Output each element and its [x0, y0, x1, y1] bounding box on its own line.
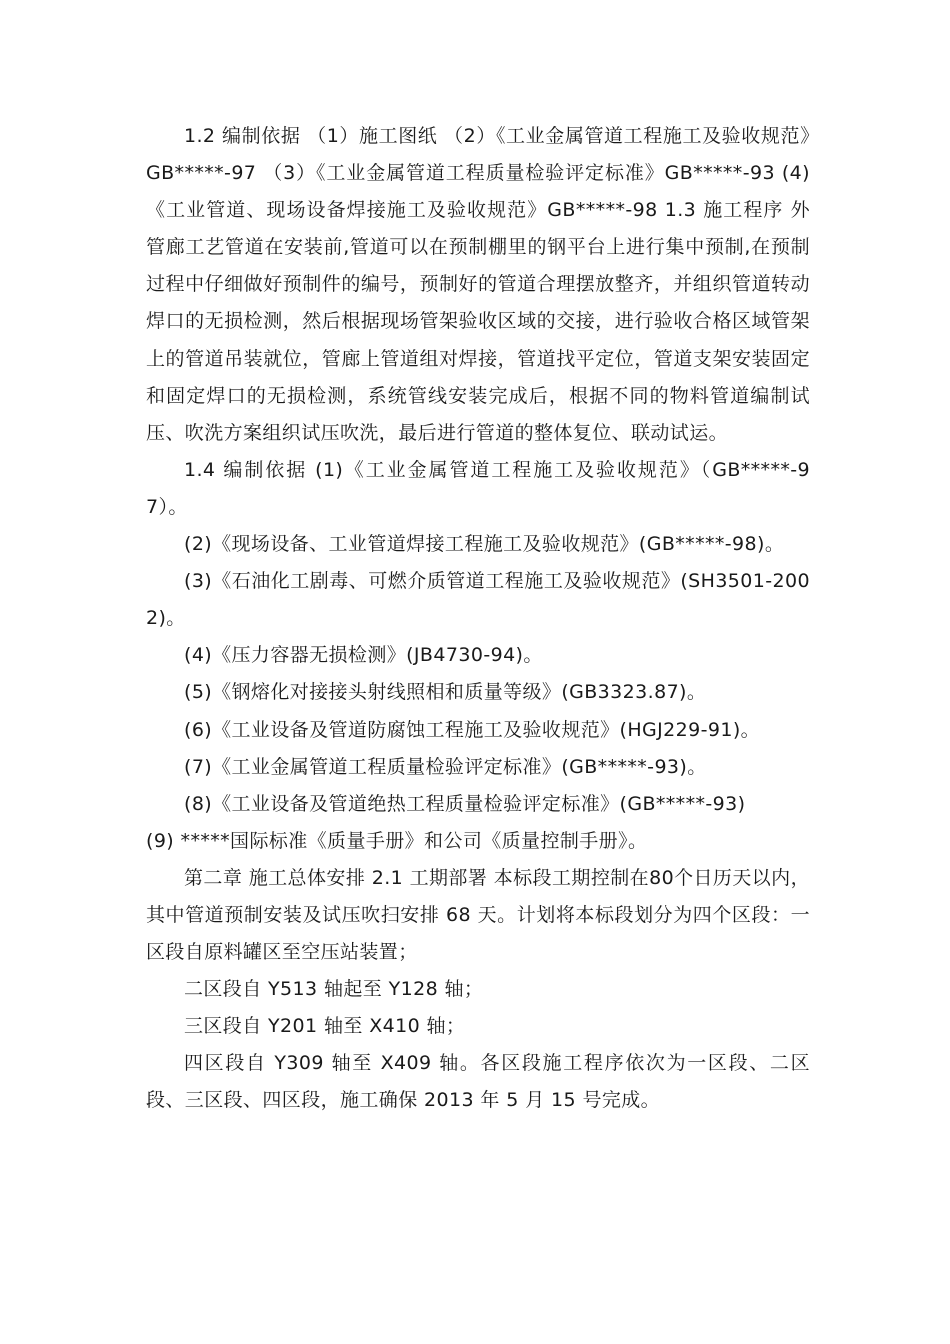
paragraph-basis-2: (2)《现场设备、工业管道焊接工程施工及验收规范》(GB*****-98)。: [184, 533, 785, 556]
document-body: [146, 118, 810, 1120]
paragraph-basis-6: (6)《工业设备及管道防腐蚀工程施工及验收规范》(HGJ229-91)。: [184, 718, 761, 741]
paragraph-basis-and-procedure: 1.2 编制依据 （1）施工图纸 （2）《工业金属管道工程施工及验收规范》GB*****-97 （3）《工业金属管道工程质量检验评定标准》GB*****-93 (4)《工业管道、现场设备焊接施工及验收规范》GB*****-98 1.3 施工程序 外管廊工艺管道在安装前,管道可以在预制棚里的钢平台上进行集中预制,在预制过程中仔细做好预制件的编号，预制好的管道合理摆放整齐，并组织管道转动焊口的无损检测，然后根据现场管架验收区域的交接，进行验收合格区域管架上的管道吊装就位，管廊上管道组对焊接，管道找平定位，管道支架安装固定和固定焊口的无损检测，系统管线安装完成后，根据不同的物料管道编制试压、吹洗方案组织试压吹洗，最后进行管道的整体复位、联动试运。: [146, 125, 810, 444]
paragraph-basis-9: (9) *****国际标准《质量手册》和公司《质量控制手册》。: [146, 829, 648, 852]
paragraph-zone-three: 三区段自 Y201 轴至 X410 轴；: [184, 1015, 466, 1038]
paragraph-basis-8: (8)《工业设备及管道绝热工程质量检验评定标准》(GB*****-93): [184, 792, 746, 815]
paragraph-basis-1: 1.4 编制依据 (1)《工业金属管道工程施工及验收规范》（GB*****-97）。: [146, 458, 810, 518]
paragraph-zone-four: 四区段自 Y309 轴至 X409 轴。各区段施工程序依次为一区段、二区段、三区段、四区段，施工确保 2013 年 5 月 15 号完成。: [146, 1052, 810, 1112]
paragraph-basis-3: (3)《石油化工剧毒、可燃介质管道工程施工及验收规范》(SH3501-2002)。: [146, 570, 810, 630]
paragraph-basis-5: (5)《钢熔化对接接头射线照相和质量等级》(GB3323.87)。: [184, 681, 707, 704]
paragraph-chapter-two: 第二章 施工总体安排 2.1 工期部署 本标段工期控制在80个日历天以内，其中管道预制安装及试压吹扫安排 68 天。计划将本标段划分为四个区段：一区段自原料罐区至空压站装置；: [146, 866, 810, 964]
paragraph-zone-two: 二区段自 Y513 轴起至 Y128 轴；: [184, 978, 484, 1001]
paragraph-basis-4: (4)《压力容器无损检测》(JB4730-94)。: [184, 644, 543, 667]
paragraph-basis-7: (7)《工业金属管道工程质量检验评定标准》(GB*****-93)。: [184, 755, 707, 778]
